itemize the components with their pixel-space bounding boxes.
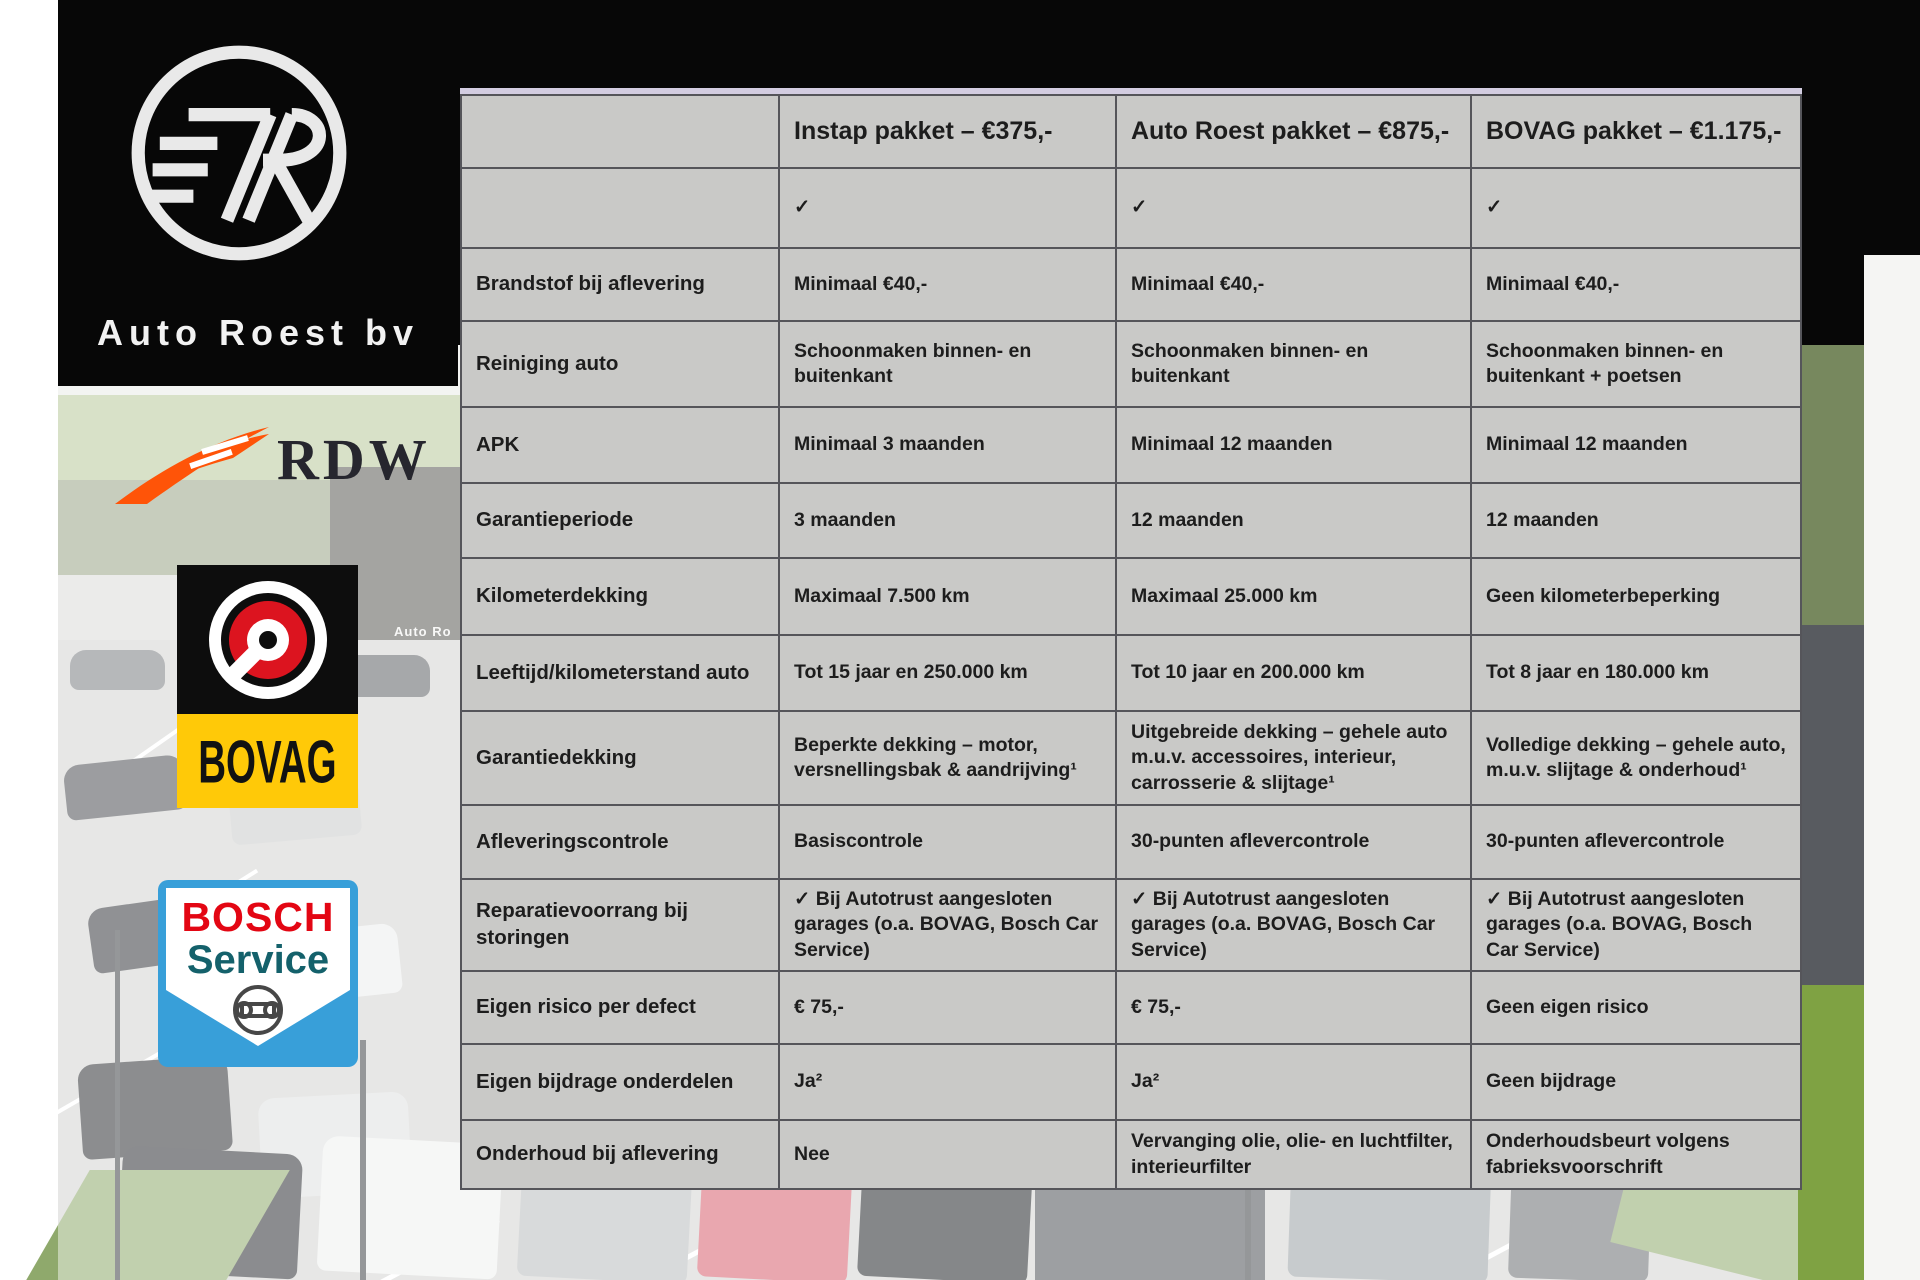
cell: Geen eigen risico (1471, 971, 1801, 1044)
rdw-feather-icon (113, 426, 273, 506)
photo-vivid-strip (1798, 345, 1864, 625)
column-header-instap-pakket: Instap pakket – €375,- (779, 95, 1116, 168)
cell: Ja² (1116, 1044, 1471, 1120)
table-header-row (461, 95, 1801, 168)
right-white-strip (1864, 255, 1920, 1280)
cell: Geen kilometerbeperking (1471, 558, 1801, 635)
cell: 30-punten aflevercontrole (1116, 805, 1471, 879)
cell: 30-punten aflevercontrole (1471, 805, 1801, 879)
bosch-service-logo (158, 880, 358, 1067)
table-row (461, 1044, 1801, 1120)
row-label: Leeftijd/kilometerstand auto (461, 635, 779, 711)
cell: ✓ Bij Autotrust aangesloten garages (o.a. BOVAG, Bosch Car Service) (779, 879, 1116, 971)
row-label: Reiniging auto (461, 321, 779, 407)
cell: Onderhoudsbeurt volgens fabrieksvoorschrift (1471, 1120, 1801, 1189)
cell: 3 maanden (779, 483, 1116, 558)
bovag-wordmark-bar (177, 714, 358, 808)
cell: Minimaal 3 maanden (779, 407, 1116, 483)
cell: Schoonmaken binnen- en buitenkant + poetsen (1471, 321, 1801, 407)
rdw-logo (105, 418, 431, 513)
column-header-bovag-pakket: BOVAG pakket – €1.175,- (1471, 95, 1801, 168)
cell: € 75,- (1116, 971, 1471, 1044)
row-label: Brandstof bij aflevering (461, 248, 779, 321)
cell: ✓ Bij Autotrust aangesloten garages (o.a. BOVAG, Bosch Car Service) (1116, 879, 1471, 971)
bovag-logo (177, 565, 358, 808)
row-label: Eigen risico per defect (461, 971, 779, 1044)
cell: Minimaal €40,- (1116, 248, 1471, 321)
row-label: Garantieperiode (461, 483, 779, 558)
cell: Minimaal 12 maanden (1116, 407, 1471, 483)
row-label (461, 168, 779, 248)
package-comparison-table (460, 88, 1802, 1190)
table-row (461, 635, 1801, 711)
bovag-wrench-icon (177, 565, 358, 714)
table-row (461, 805, 1801, 879)
cell: Schoonmaken binnen- en buitenkant (1116, 321, 1471, 407)
table-row (461, 971, 1801, 1044)
cell: Nee (779, 1120, 1116, 1189)
cell: Maximaal 7.500 km (779, 558, 1116, 635)
building-sign: Auto Ro (394, 624, 452, 639)
table-row (461, 1120, 1801, 1189)
cell: Tot 10 jaar en 200.000 km (1116, 635, 1471, 711)
cell: Tot 15 jaar en 250.000 km (779, 635, 1116, 711)
auto-roest-7r-logo-icon (119, 33, 359, 273)
table-row (461, 483, 1801, 558)
bosch-service-wordmark: Service (186, 938, 330, 982)
auto-roest-logo-box (58, 0, 458, 386)
cell: Vervanging olie, olie- en luchtfilter, interieurfilter (1116, 1120, 1471, 1189)
row-label: APK (461, 407, 779, 483)
cell: ✓ (779, 168, 1116, 248)
table-row (461, 879, 1801, 971)
row-label: Eigen bijdrage onderdelen (461, 1044, 779, 1120)
table-row (461, 407, 1801, 483)
row-label: Reparatievoorrang bij storingen (461, 879, 779, 971)
bovag-wordmark: BOVAG (198, 727, 337, 795)
row-label: Onderhoud bij aflevering (461, 1120, 779, 1189)
photo-vivid-strip (1798, 985, 1864, 1280)
cell: Beperkte dekking – motor, versnellingsbak & aandrijving¹ (779, 711, 1116, 805)
cell: Maximaal 25.000 km (1116, 558, 1471, 635)
rdw-wordmark: RDW (277, 427, 431, 492)
cell: Ja² (779, 1044, 1116, 1120)
cell: ✓ (1471, 168, 1801, 248)
row-label: Garantiedekking (461, 711, 779, 805)
cell: Basiscontrole (779, 805, 1116, 879)
cell: € 75,- (779, 971, 1116, 1044)
cell: Volledige dekking – gehele auto, m.u.v. slijtage & onderhoud¹ (1471, 711, 1801, 805)
column-header-empty (461, 95, 779, 168)
package-table (460, 94, 1802, 1190)
bosch-wordmark: BOSCH (181, 894, 335, 940)
column-header-auto-roest-pakket: Auto Roest pakket – €875,- (1116, 95, 1471, 168)
cell: Uitgebreide dekking – gehele auto m.u.v. accessoires, interieur, carrosserie & slijtage¹ (1116, 711, 1471, 805)
row-label: Afleveringscontrole (461, 805, 779, 879)
photo-vivid-strip (1798, 625, 1864, 985)
cell: ✓ Bij Autotrust aangesloten garages (o.a. BOVAG, Bosch Car Service) (1471, 879, 1801, 971)
cell: Minimaal €40,- (1471, 248, 1801, 321)
table-row (461, 711, 1801, 805)
cell: 12 maanden (1471, 483, 1801, 558)
brand-name: Auto Roest bv (96, 312, 419, 353)
cell: Geen bijdrage (1471, 1044, 1801, 1120)
cell: Tot 8 jaar en 180.000 km (1471, 635, 1801, 711)
table-row (461, 558, 1801, 635)
table-row (461, 248, 1801, 321)
table-row (461, 168, 1801, 248)
cell: Minimaal 12 maanden (1471, 407, 1801, 483)
cell: Minimaal €40,- (779, 248, 1116, 321)
cell: 12 maanden (1116, 483, 1471, 558)
cell: Schoonmaken binnen- en buitenkant (779, 321, 1116, 407)
row-label: Kilometerdekking (461, 558, 779, 635)
table-row (461, 321, 1801, 407)
cell: ✓ (1116, 168, 1471, 248)
